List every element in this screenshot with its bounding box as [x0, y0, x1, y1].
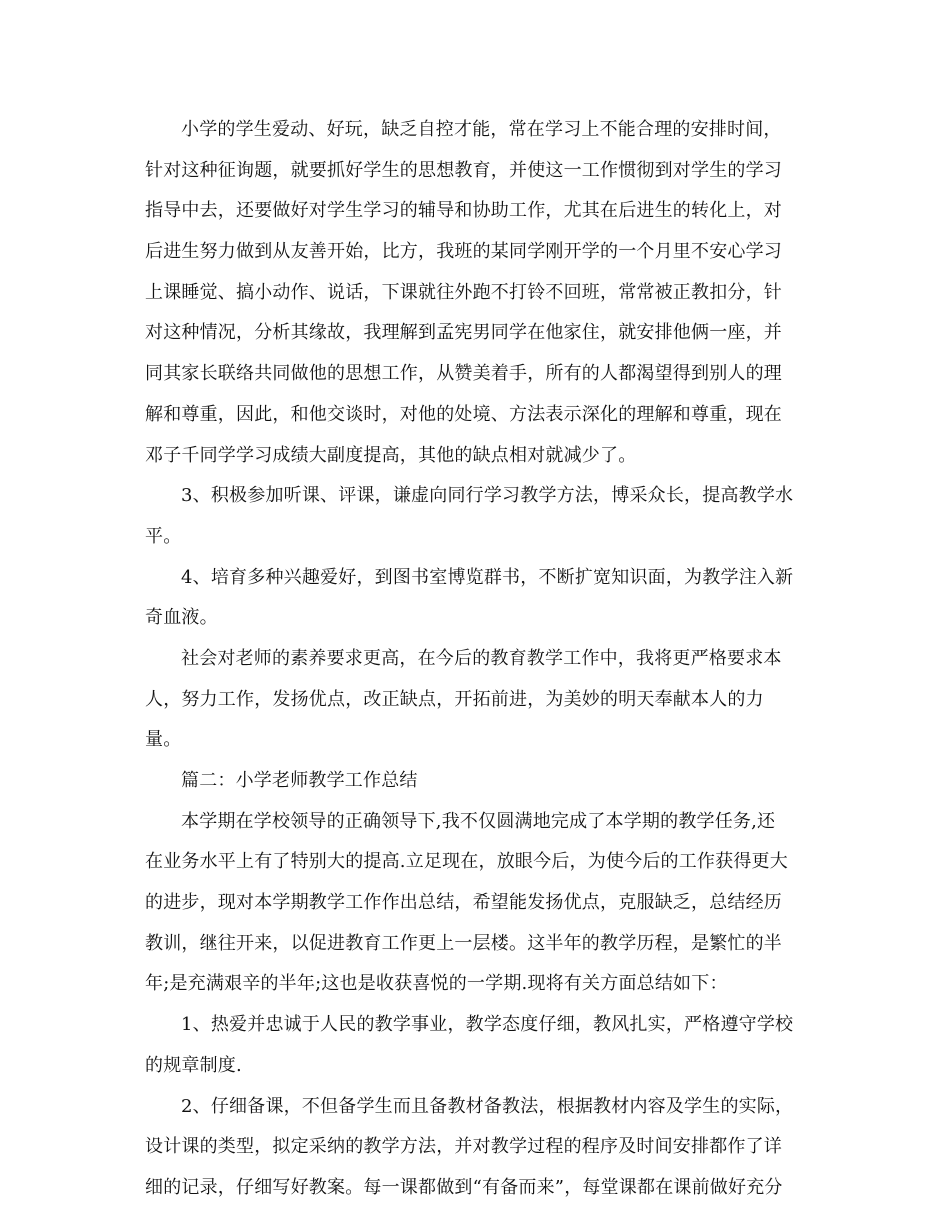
text-line: 人，努力工作，发扬优点，改正缺点，开拓前进，为美妙的明天奉献本人的力: [145, 688, 764, 710]
text-line: 对这种情况，分析其缘故，我理解到孟宪男同学在他家住，就安排他俩一座，并: [145, 322, 782, 344]
text-line: 细的记录，仔细写好教案。每一课都做到“有备而来”，每堂课都在课前做好充分: [145, 1176, 783, 1198]
text-line: 邓子千同学学习成绩大副度提高，其他的缺点相对就减少了。: [145, 444, 637, 466]
text-line: 在业务水平上有了特别大的提高.立足现在，放眼今后，为使今后的工作获得更大: [145, 851, 788, 873]
text-line: 小学的学生爱动、好玩，缺乏自控才能，常在学习上不能合理的安排时间，: [181, 119, 782, 140]
text-line: 的规章制度.: [145, 1054, 242, 1076]
text-line: 4、培育多种兴趣爱好，到图书室博览群书，不断扩宽知识面，为教学注入新: [181, 566, 794, 588]
text-line: 3、积极参加听课、评课，谦虚向同行学习教学方法，博采众长，提高教学水: [181, 485, 794, 507]
text-line: 上课睡觉、搞小动作、说话，下课就往外跑不打铃不回班，常常被正教扣分，针: [145, 281, 782, 303]
text-line: 奇血液。: [145, 607, 218, 629]
text-line: 针对这种征询题，就要抓好学生的思想教育，并使这一工作惯彻到对学生的学习: [145, 159, 782, 181]
text-line: 社会对老师的素养要求更高，在今后的教育教学工作中，我将更严格要求本: [181, 647, 782, 669]
section-heading: 篇二：小学老师教学工作总结: [181, 770, 418, 791]
text-line: 年;是充满艰辛的半年;这也是收获喜悦的一学期.现将有关方面总结如下：: [145, 973, 728, 995]
text-line: 平。: [145, 525, 182, 547]
text-line: 量。: [145, 729, 182, 751]
text-line: 2、仔细备课，不但备学生而且备教材备教法，根据教材内容及学生的实际，: [181, 1095, 794, 1117]
text-line: 指导中去，还要做好对学生学习的辅导和协助工作，尤其在后进生的转化上，对: [145, 200, 782, 222]
text-line: 后进生努力做到从友善开始，比方，我班的某同学刚开学的一个月里不安心学习: [145, 241, 782, 263]
text-line: 解和尊重，因此，和他交谈时，对他的处境、方法表示深化的理解和尊重，现在: [145, 403, 782, 425]
text-line: 本学期在学校领导的正确领导下,我不仅圆满地完成了本学期的教学任务,还: [181, 810, 776, 832]
text-line: 设计课的类型，拟定采纳的教学方法，并对教学过程的程序及时间安排都作了详: [145, 1136, 782, 1158]
text-line: 同其家长联络共同做他的思想工作，从赞美着手，所有的人都渴望得到别人的理: [145, 363, 782, 385]
text-line: 1、热爱并忠诚于人民的教学事业，教学态度仔细，教风扎实，严格遵守学校: [181, 1014, 794, 1036]
text-line: 教训，继往开来，以促进教育工作更上一层楼。这半年的教学历程，是繁忙的半: [145, 932, 782, 954]
document-body: [145, 110, 810, 1209]
text-line: 的进步，现对本学期教学工作作出总结，希望能发扬优点，克服缺乏，总结经历: [145, 892, 782, 914]
